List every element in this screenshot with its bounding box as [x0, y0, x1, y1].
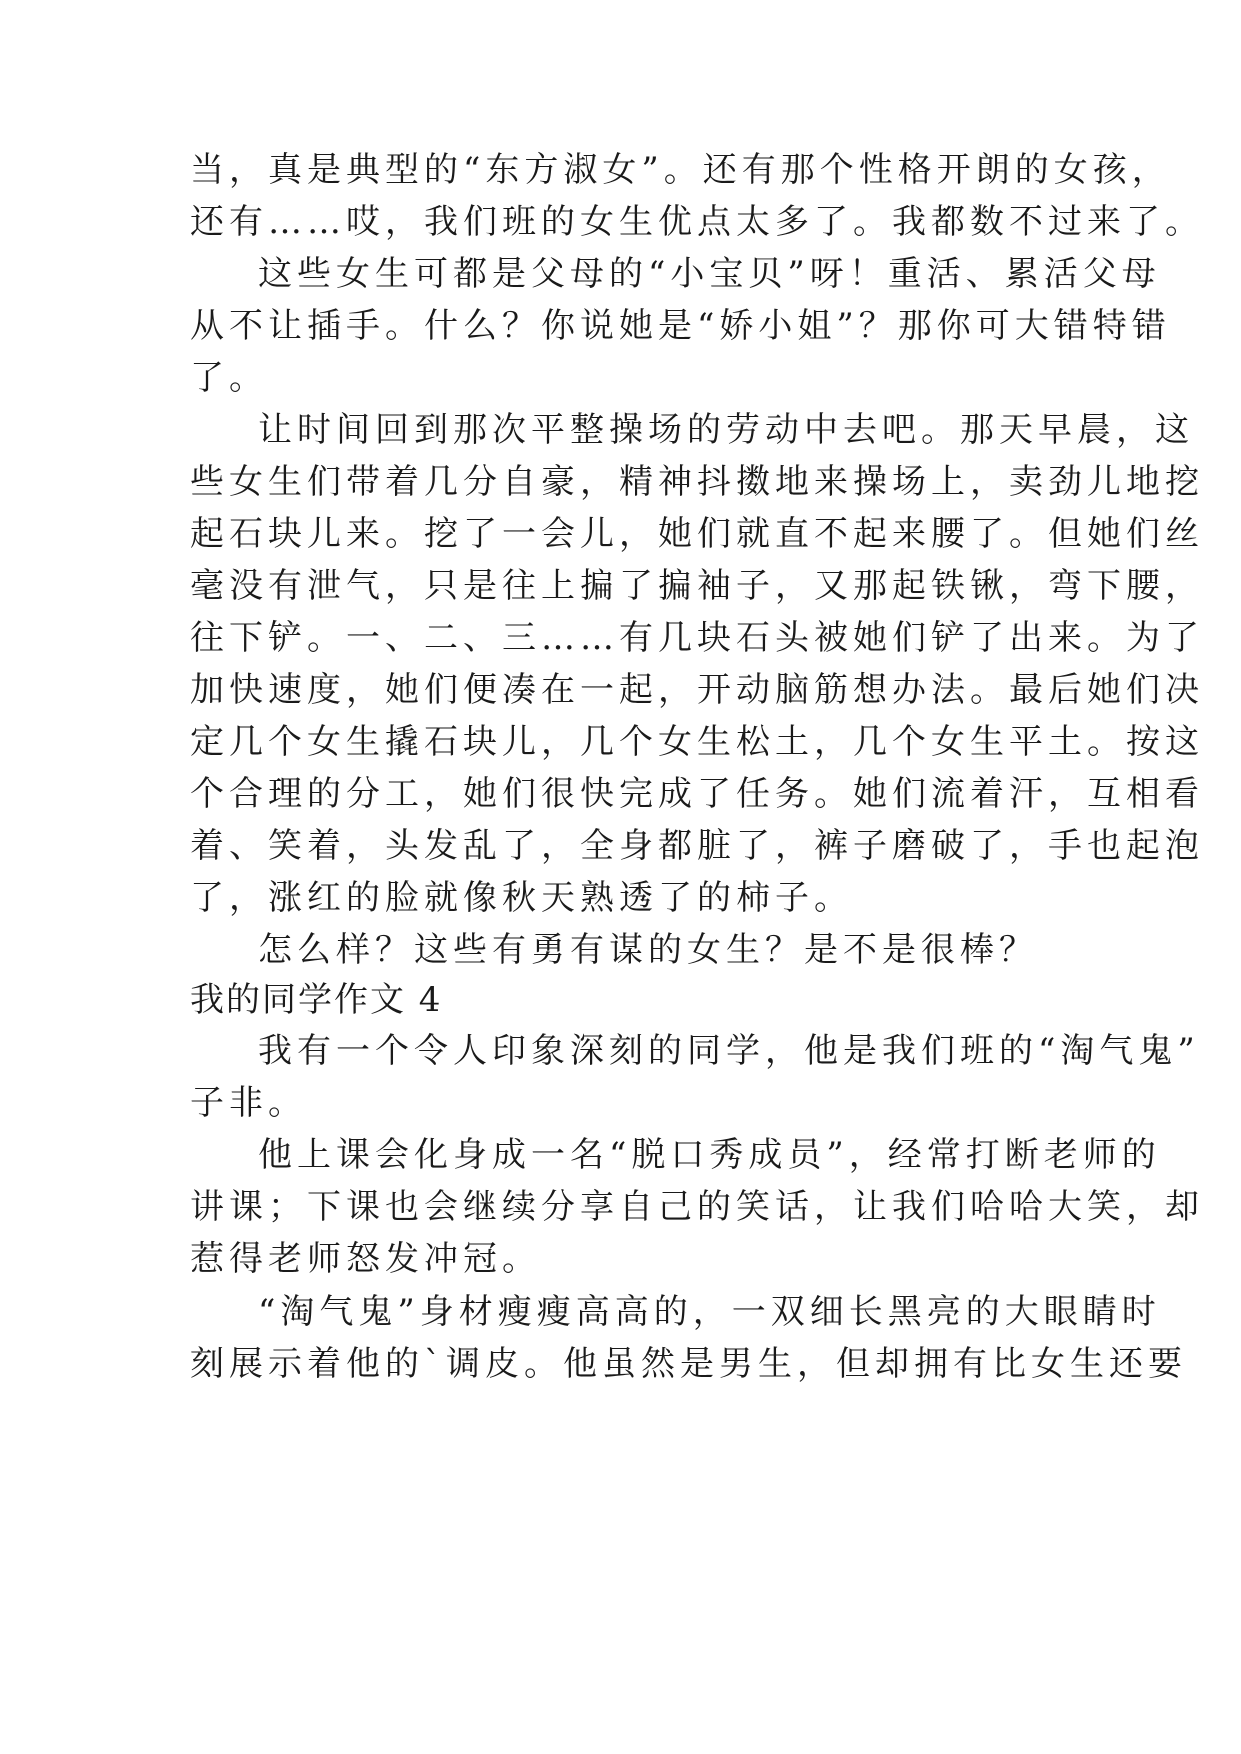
text-line: 些女生们带着几分自豪，精神抖擞地来操场上，卖劲儿地挖 — [190, 462, 1204, 502]
text-line: 加快速度，她们便凑在一起，开动脑筋想办法。最后她们决 — [190, 670, 1204, 710]
section-heading: 我的同学作文 4 — [190, 980, 443, 1020]
text-line: 还有……哎，我们班的女生优点太多了。我都数不过来了。 — [190, 202, 1204, 242]
text-line: 定几个女生撬石块儿，几个女生松土，几个女生平土。按这 — [190, 722, 1204, 762]
text-line: 了，涨红的脸就像秋天熟透了的柿子。 — [190, 878, 853, 918]
text-line: 起石块儿来。挖了一会儿，她们就直不起来腰了。但她们丝 — [190, 514, 1204, 554]
text-line: 惹得老师怒发冲冠。 — [190, 1239, 541, 1279]
text-line: 着、笑着，头发乱了，全身都脏了，裤子磨破了，手也起泡 — [190, 826, 1204, 866]
text-line: 往下铲。一、二、三……有几块石头被她们铲了出来。为了 — [190, 618, 1204, 658]
text-line: 当，真是典型的“东方淑女”。还有那个性格开朗的女孩， — [190, 150, 1171, 190]
text-line: 讲课；下课也会继续分享自己的笑话，让我们哈哈大笑，却 — [190, 1187, 1204, 1227]
text-line: 个合理的分工，她们很快完成了任务。她们流着汗，互相看 — [190, 774, 1204, 814]
paragraph-start-line: 怎么样？这些有勇有谋的女生？是不是很棒？ — [258, 930, 1038, 970]
paragraph-start-line: 这些女生可都是父母的“小宝贝”呀！重活、累活父母 — [258, 254, 1161, 294]
text-line: 刻展示着他的`调皮。他虽然是男生，但却拥有比女生还要 — [190, 1344, 1187, 1384]
text-line: 子非。 — [190, 1083, 307, 1123]
text-line: 毫没有泄气，只是往上揙了揙袖子，又那起铁锹，弯下腰， — [190, 566, 1204, 606]
paragraph-start-line: “淘气鬼”身材瘦瘦高高的，一双细长黑亮的大眼睛时 — [258, 1292, 1161, 1332]
paragraph-start-line: 他上课会化身成一名“脱口秀成员”，经常打断老师的 — [258, 1135, 1161, 1175]
paragraph-start-line: 让时间回到那次平整操场的劳动中去吧。那天早晨，这 — [258, 410, 1194, 450]
paragraph-start-line: 我有一个令人印象深刻的同学，他是我们班的“淘气鬼” — [258, 1031, 1200, 1071]
text-line: 了。 — [190, 358, 268, 398]
text-line: 从不让插手。什么？你说她是“娇小姐”？那你可大错特错 — [190, 306, 1171, 346]
